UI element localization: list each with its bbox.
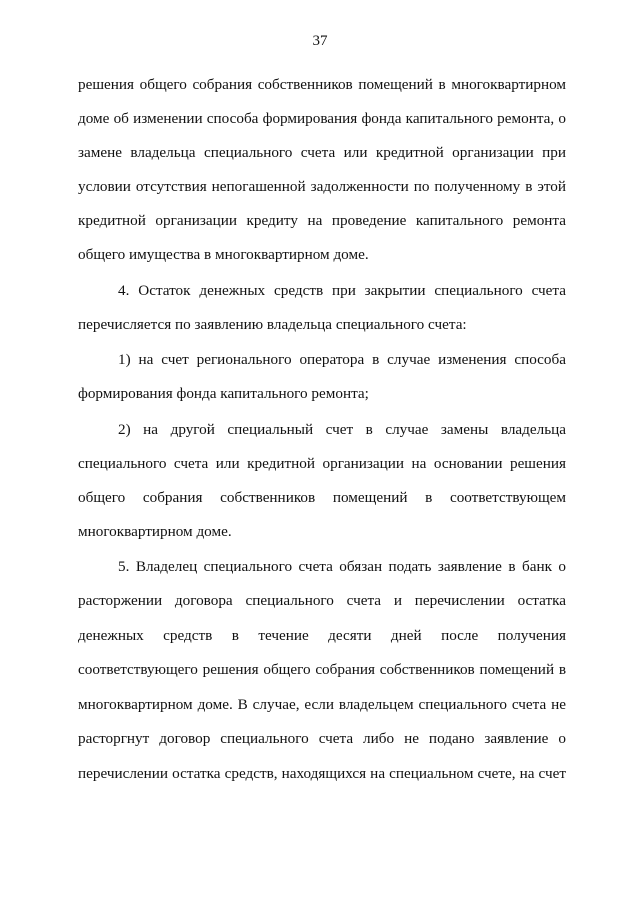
text-line: специального счета или кредитной организации на основании решения [78, 455, 566, 472]
text-line: расторжении договора специального счета и перечислении остатка [78, 592, 566, 609]
text-line: формирования фонда капитального ремонта; [78, 385, 369, 402]
text-line: соответствующего решения общего собрания собственников помещений в [78, 661, 566, 678]
text-line: многоквартирном доме. В случае, если владельцем специального счета не [78, 696, 566, 713]
text-line: 2) на другой специальный счет в случае замены владельца [118, 421, 566, 438]
text-line: денежных средств в течение десяти дней после получения [78, 627, 566, 644]
page-number: 37 [312, 33, 328, 49]
text-line: доме об изменении способа формирования фонда капитального ремонта, о [78, 110, 566, 127]
text-line: общего собрания собственников помещений в соответствующем [78, 489, 566, 506]
text-line: 1) на счет регионального оператора в случае изменения способа [118, 351, 566, 368]
text-line: многоквартирном доме. [78, 523, 232, 540]
text-line: 4. Остаток денежных средств при закрытии специального счета [118, 282, 566, 299]
text-line: общего имущества в многоквартирном доме. [78, 246, 369, 263]
text-line: замене владельца специального счета или кредитной организации при [78, 144, 566, 161]
text-line: условии отсутствия непогашенной задолженности по полученному в этой [78, 178, 566, 195]
text-line: перечисляется по заявлению владельца специального счета: [78, 316, 467, 333]
text-line: 5. Владелец специального счета обязан подать заявление в банк о [118, 558, 566, 575]
text-line: перечислении остатка средств, находящихся на специальном счете, на счет [78, 765, 566, 782]
text-line: расторгнут договор специального счета либо не подано заявление о [78, 730, 566, 747]
text-line: кредитной организации кредиту на проведение капитального ремонта [78, 212, 566, 229]
text-line: решения общего собрания собственников помещений в многоквартирном [78, 76, 566, 93]
